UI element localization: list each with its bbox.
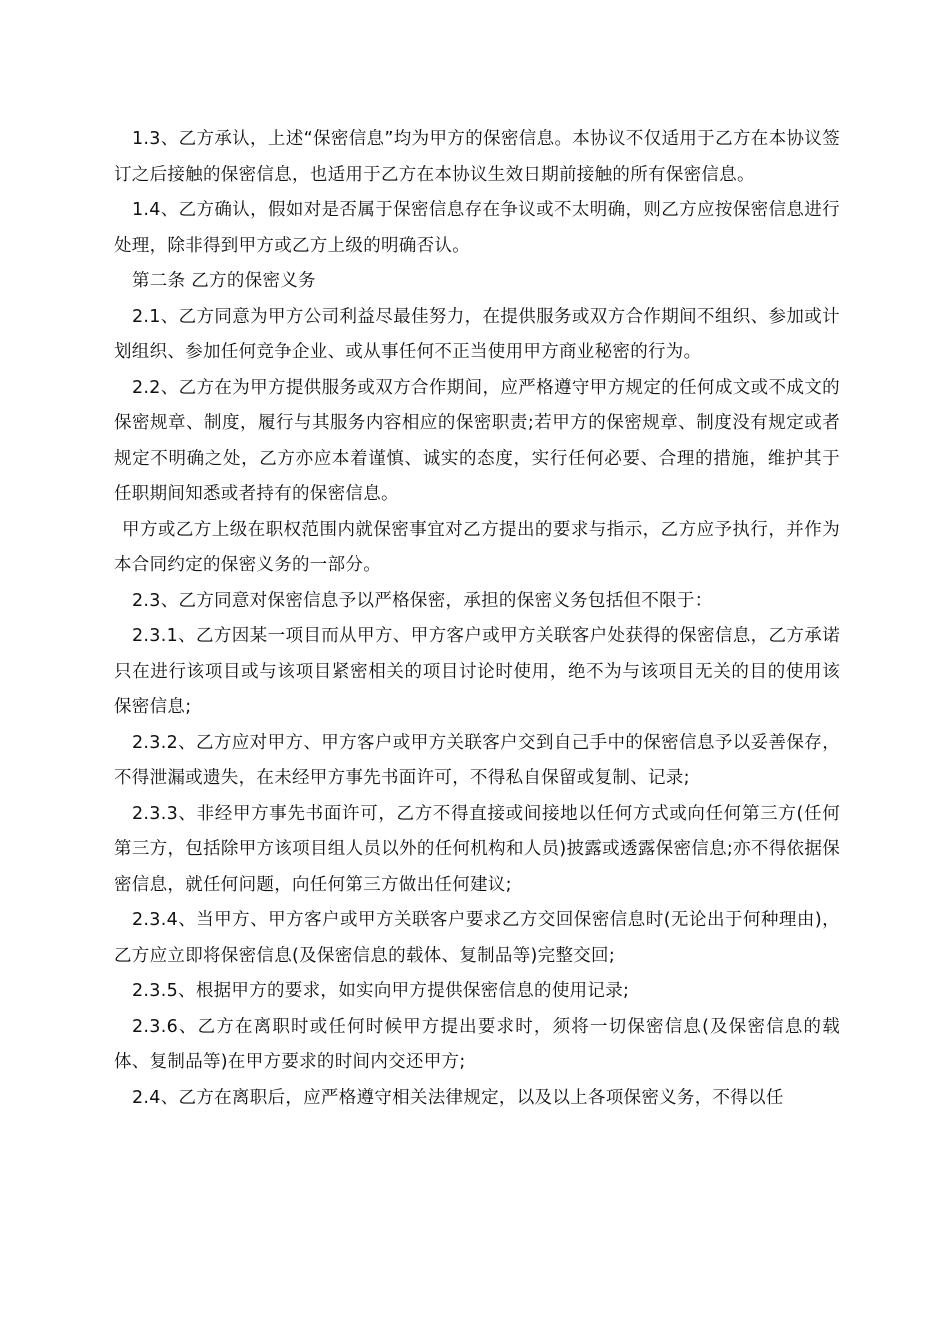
clause-2-3-2: 2.3.2、乙方应对甲方、甲方客户或甲方关联客户交到自己手中的保密信息予以妥善保存，不得泄漏或遗失，在未经甲方事先书面许可，不得私自保留或复制、记录; xyxy=(114,732,840,788)
article-2-heading: 第二条 乙方的保密义务 xyxy=(132,271,316,291)
clause-2-3-6: 2.3.6、乙方在离职时或任何时候甲方提出要求时，须将一切保密信息(及保密信息的载体、复制品等)在甲方要求的时间内交还甲方; xyxy=(114,1016,840,1072)
clause-2-3-3: 2.3.3、非经甲方事先书面许可，乙方不得直接或间接地以任何方式或向任何第三方(任何第三方，包括除甲方该项目组人员以外的任何机构和人员)披露或透露保密信息;亦不得依据保密信息，就任何问题，向任何第三方做出任何建议; xyxy=(114,803,840,895)
clause-2-3: 2.3、乙方同意对保密信息予以严格保密，承担的保密义务包括但不限于： xyxy=(132,590,713,611)
clause-2-3-5: 2.3.5、根据甲方的要求，如实向甲方提供保密信息的使用记录; xyxy=(132,981,630,1001)
clause-2-3-1: 2.3.1、乙方因某一项目而从甲方、甲方客户或甲方关联客户处获得的保密信息，乙方承诺只在进行该项目或与该项目紧密相关的项目讨论时使用，绝不为与该项目无关的目的使用该保密信息; xyxy=(114,626,840,717)
clause-2-1: 2.1、乙方同意为甲方公司利益尽最佳努力，在提供服务或双方合作期间不组织、参加或计划组织、参加任何竞争企业、或从事任何不正当使用甲方商业秘密的行为。 xyxy=(114,306,840,362)
document-body xyxy=(114,122,840,1116)
clause-1-4: 1.4、乙方确认，假如对是否属于保密信息存在争议或不太明确，则乙方应按保密信息进行处理，除非得到甲方或乙方上级的明确否认。 xyxy=(114,200,840,256)
clause-2-4: 2.4、乙方在离职后，应严格遵守相关法律规定，以及以上各项保密义务，不得以任 xyxy=(132,1087,784,1108)
clause-1-3: 1.3、乙方承认，上述“保密信息”均为甲方的保密信息。本协议不仅适用于乙方在本协议签订之后接触的保密信息，也适用于乙方在本协议生效日期前接触的所有保密信息。 xyxy=(114,129,840,185)
clause-2-2: 2.2、乙方在为甲方提供服务或双方合作期间，应严格遵守甲方规定的任何成文或不成文的保密规章、制度，履行与其服务内容相应的保密职责;若甲方的保密规章、制度没有规定或者规定不明确之处，乙方亦应本着谨慎、诚实的态度，实行任何必要、合理的措施，维护其于任职期间知悉或者持有的保密信息。 xyxy=(114,377,840,504)
clause-2-2-supplement: 甲方或乙方上级在职权范围内就保密事宜对乙方提出的要求与指示，乙方应予执行，并作为本合同约定的保密义务的一部分。 xyxy=(114,519,840,575)
clause-2-3-4: 2.3.4、当甲方、甲方客户或甲方关联客户要求乙方交回保密信息时(无论出于何种理由)，乙方应立即将保密信息(及保密信息的载体、复制品等)完整交回; xyxy=(114,910,840,966)
